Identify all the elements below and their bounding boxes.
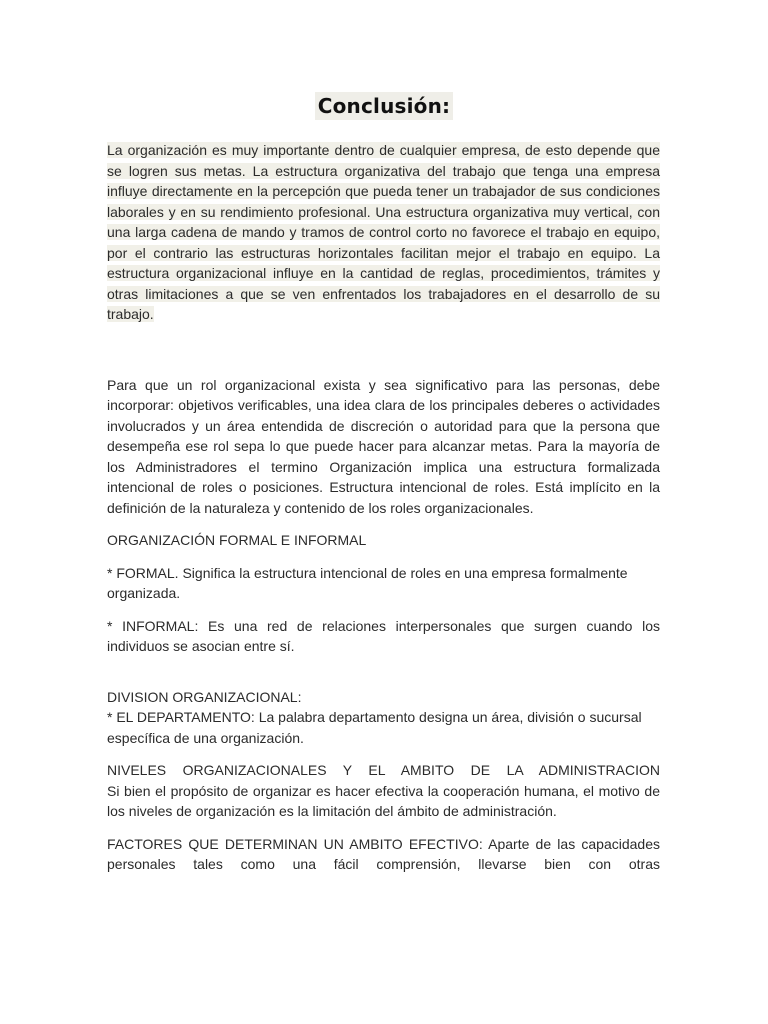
informal-paragraph: * INFORMAL: Es una red de relaciones interpersonales que surgen cuando los individuos se asocian entre sí. [107, 617, 660, 654]
formal-paragraph: * FORMAL. Significa la estructura intencional de roles en una empresa formalmente organizada. [107, 564, 628, 601]
factores-paragraph: FACTORES QUE DETERMINAN UN AMBITO EFECTIVO: Aparte de las capacidades personales tales como una fácil comprensión, llevarse bien con otras [107, 835, 660, 872]
document-body [107, 140, 660, 875]
title-container [0, 92, 768, 120]
division-heading: DIVISION ORGANIZACIONAL: [107, 688, 302, 705]
departamento-paragraph: * EL DEPARTAMENTO: La palabra departamento designa un área, división o sucursal específica de una organización. [107, 709, 642, 746]
rol-paragraph: Para que un rol organizacional exista y sea significativo para las personas, debe incorporar: objetivos verificables, una idea clara de los principales deberes o actividades involucrados y un área entendida de discreción o autoridad para que la persona que desempeña ese rol sepa lo que puede hacer para alcanzar metas. Para la mayoría de los Administradores el termino Organización implica una estructura formalizada intencional de roles o posiciones. Estructura intencional de roles. Está implícito en la definición de la naturaleza y contenido de los roles organizacionales. [107, 376, 660, 516]
page-title: Conclusión: [315, 92, 454, 120]
niveles-heading: NIVELES ORGANIZACIONALES Y EL AMBITO DE LA ADMINISTRACION [107, 762, 660, 778]
intro-paragraph [107, 140, 660, 325]
formal-informal-heading: ORGANIZACIÓN FORMAL E INFORMAL [107, 532, 367, 548]
niveles-paragraph: Si bien el propósito de organizar es hacer efectiva la cooperación humana, el motivo de los niveles de organización es la limitación del ámbito de administración. [107, 782, 660, 819]
intro-paragraph-text: La organización es muy importante dentro de cualquier empresa, de esto depende que se logren sus metas. La estructura organizativa del trabajo que tenga una empresa influye directamente en la percepción que pueda tener un trabajador de sus condiciones laborales y en su rendimiento profesional. Una estructura organizativa muy vertical, con una larga cadena de mando y tramos de control corto no favorece el trabajo en equipo, por el contrario las estructuras horizontales facilitan mejor el trabajo en equipo. La estructura organizacional influye en la cantidad de reglas, procedimientos, trámites y otras limitaciones a que se ven enfrentados los trabajadores en el desarrollo de su trabajo. [107, 142, 660, 322]
